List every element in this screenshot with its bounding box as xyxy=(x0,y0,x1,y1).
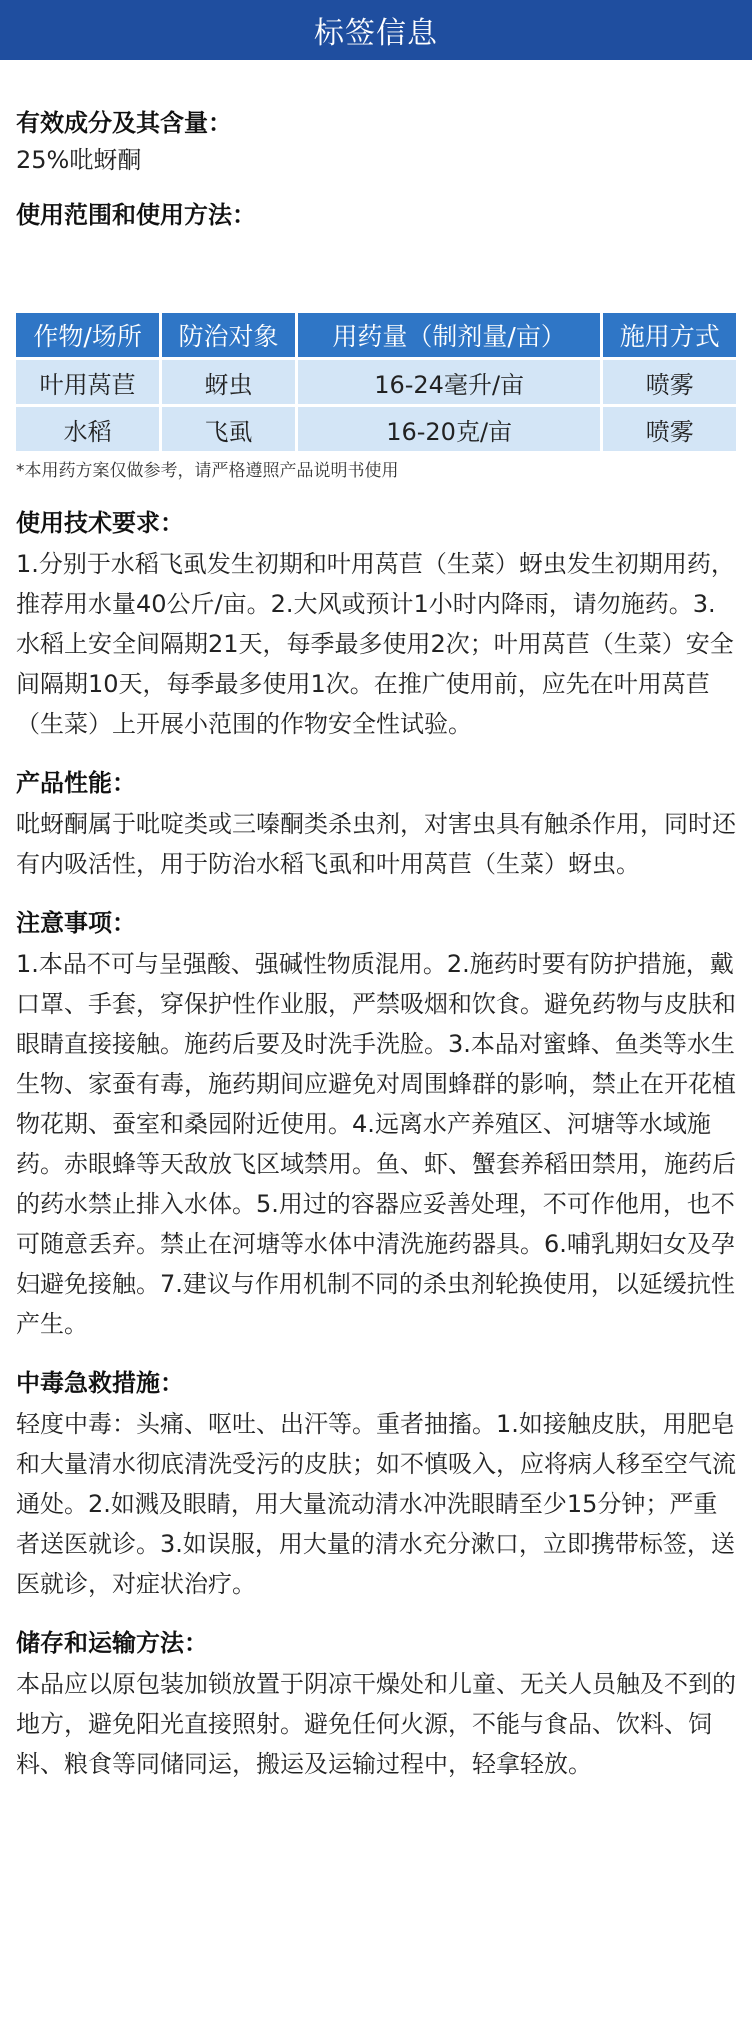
column-header-method: 施用方式 xyxy=(603,313,736,357)
performance-title: 产品性能： xyxy=(16,769,136,797)
usage-note: *本用药方案仅做参考，请严格遵照产品说明书使用 xyxy=(16,461,399,481)
table-header-row xyxy=(16,313,736,357)
ingredient-title: 有效成分及其含量： xyxy=(16,109,232,137)
label-content xyxy=(0,60,752,1784)
usage-table xyxy=(13,310,739,454)
table-cell: 水稻 xyxy=(16,407,159,451)
table-cell: 喷雾 xyxy=(603,360,736,404)
page-title: 标签信息 xyxy=(314,16,438,51)
table-cell: 蚜虫 xyxy=(162,360,295,404)
usage-table-wrap xyxy=(16,310,736,454)
precautions-title: 注意事项： xyxy=(16,909,136,937)
usage-section xyxy=(16,198,736,484)
technical-section xyxy=(16,506,736,744)
firstaid-text: 轻度中毒：头痛、呕吐、出汗等。重者抽搐。1.如接触皮肤，用肥皂和大量清水彻底清洗受污的皮肤；如不慎吸入，应将病人移至空气流通处。2.如溅及眼睛，用大量流动清水冲洗眼睛至少15分钟；严重者送医就诊。3.如误服，用大量的清水充分漱口，立即携带标签，送医就诊，对症状治疗。 xyxy=(16,1410,736,1598)
performance-section xyxy=(16,766,736,884)
storage-title: 储存和运输方法： xyxy=(16,1629,208,1657)
column-header-target: 防治对象 xyxy=(162,313,295,357)
ingredient-value: 25%吡蚜酮 xyxy=(16,146,142,174)
precautions-section xyxy=(16,906,736,1344)
table-cell: 飞虱 xyxy=(162,407,295,451)
table-cell: 16-20克/亩 xyxy=(298,407,601,451)
ingredient-section xyxy=(16,60,736,180)
usage-title: 使用范围和使用方法： xyxy=(16,201,256,229)
storage-section xyxy=(16,1626,736,1784)
firstaid-section xyxy=(16,1366,736,1604)
page-header xyxy=(0,0,752,60)
table-cell: 叶用莴苣 xyxy=(16,360,159,404)
table-row xyxy=(16,360,736,404)
column-header-crop: 作物/场所 xyxy=(16,313,159,357)
storage-text: 本品应以原包装加锁放置于阴凉干燥处和儿童、无关人员触及不到的地方，避免阳光直接照射。避免任何火源，不能与食品、饮料、饲料、粮食等同储同运，搬运及运输过程中，轻拿轻放。 xyxy=(16,1670,736,1778)
firstaid-title: 中毒急救措施： xyxy=(16,1369,184,1397)
table-cell: 16-24毫升/亩 xyxy=(298,360,601,404)
technical-title: 使用技术要求： xyxy=(16,509,184,537)
column-header-dosage: 用药量（制剂量/亩） xyxy=(298,313,601,357)
table-row xyxy=(16,407,736,451)
technical-text: 1.分别于水稻飞虱发生初期和叶用莴苣（生菜）蚜虫发生初期用药，推荐用水量40公斤/亩。2.大风或预计1小时内降雨，请勿施药。3.水稻上安全间隔期21天，每季最多使用2次；叶用莴苣（生菜）安全间隔期10天，每季最多使用1次。在推广使用前，应先在叶用莴苣（生菜）上开展小范围的作物安全性试验。 xyxy=(16,550,735,738)
precautions-text: 1.本品不可与呈强酸、强碱性物质混用。2.施药时要有防护措施，戴口罩、手套，穿保护性作业服，严禁吸烟和饮食。避免药物与皮肤和眼睛直接接触。施药后要及时洗手洗脸。3.本品对蜜蜂、鱼类等水生生物、家蚕有毒，施药期间应避免对周围蜂群的影响，禁止在开花植物花期、蚕室和桑园附近使用。4.远离水产养殖区、河塘等水域施药。赤眼蜂等天敌放飞区域禁用。鱼、虾、蟹套养稻田禁用，施药后的药水禁止排入水体。5.用过的容器应妥善处理，不可作他用，也不可随意丢弃。禁止在河塘等水体中清洗施药器具。6.哺乳期妇女及孕妇避免接触。7.建议与作用机制不同的杀虫剂轮换使用，以延缓抗性产生。 xyxy=(16,950,736,1338)
table-cell: 喷雾 xyxy=(603,407,736,451)
performance-text: 吡蚜酮属于吡啶类或三嗪酮类杀虫剂，对害虫具有触杀作用，同时还有内吸活性，用于防治水稻飞虱和叶用莴苣（生菜）蚜虫。 xyxy=(16,810,736,878)
